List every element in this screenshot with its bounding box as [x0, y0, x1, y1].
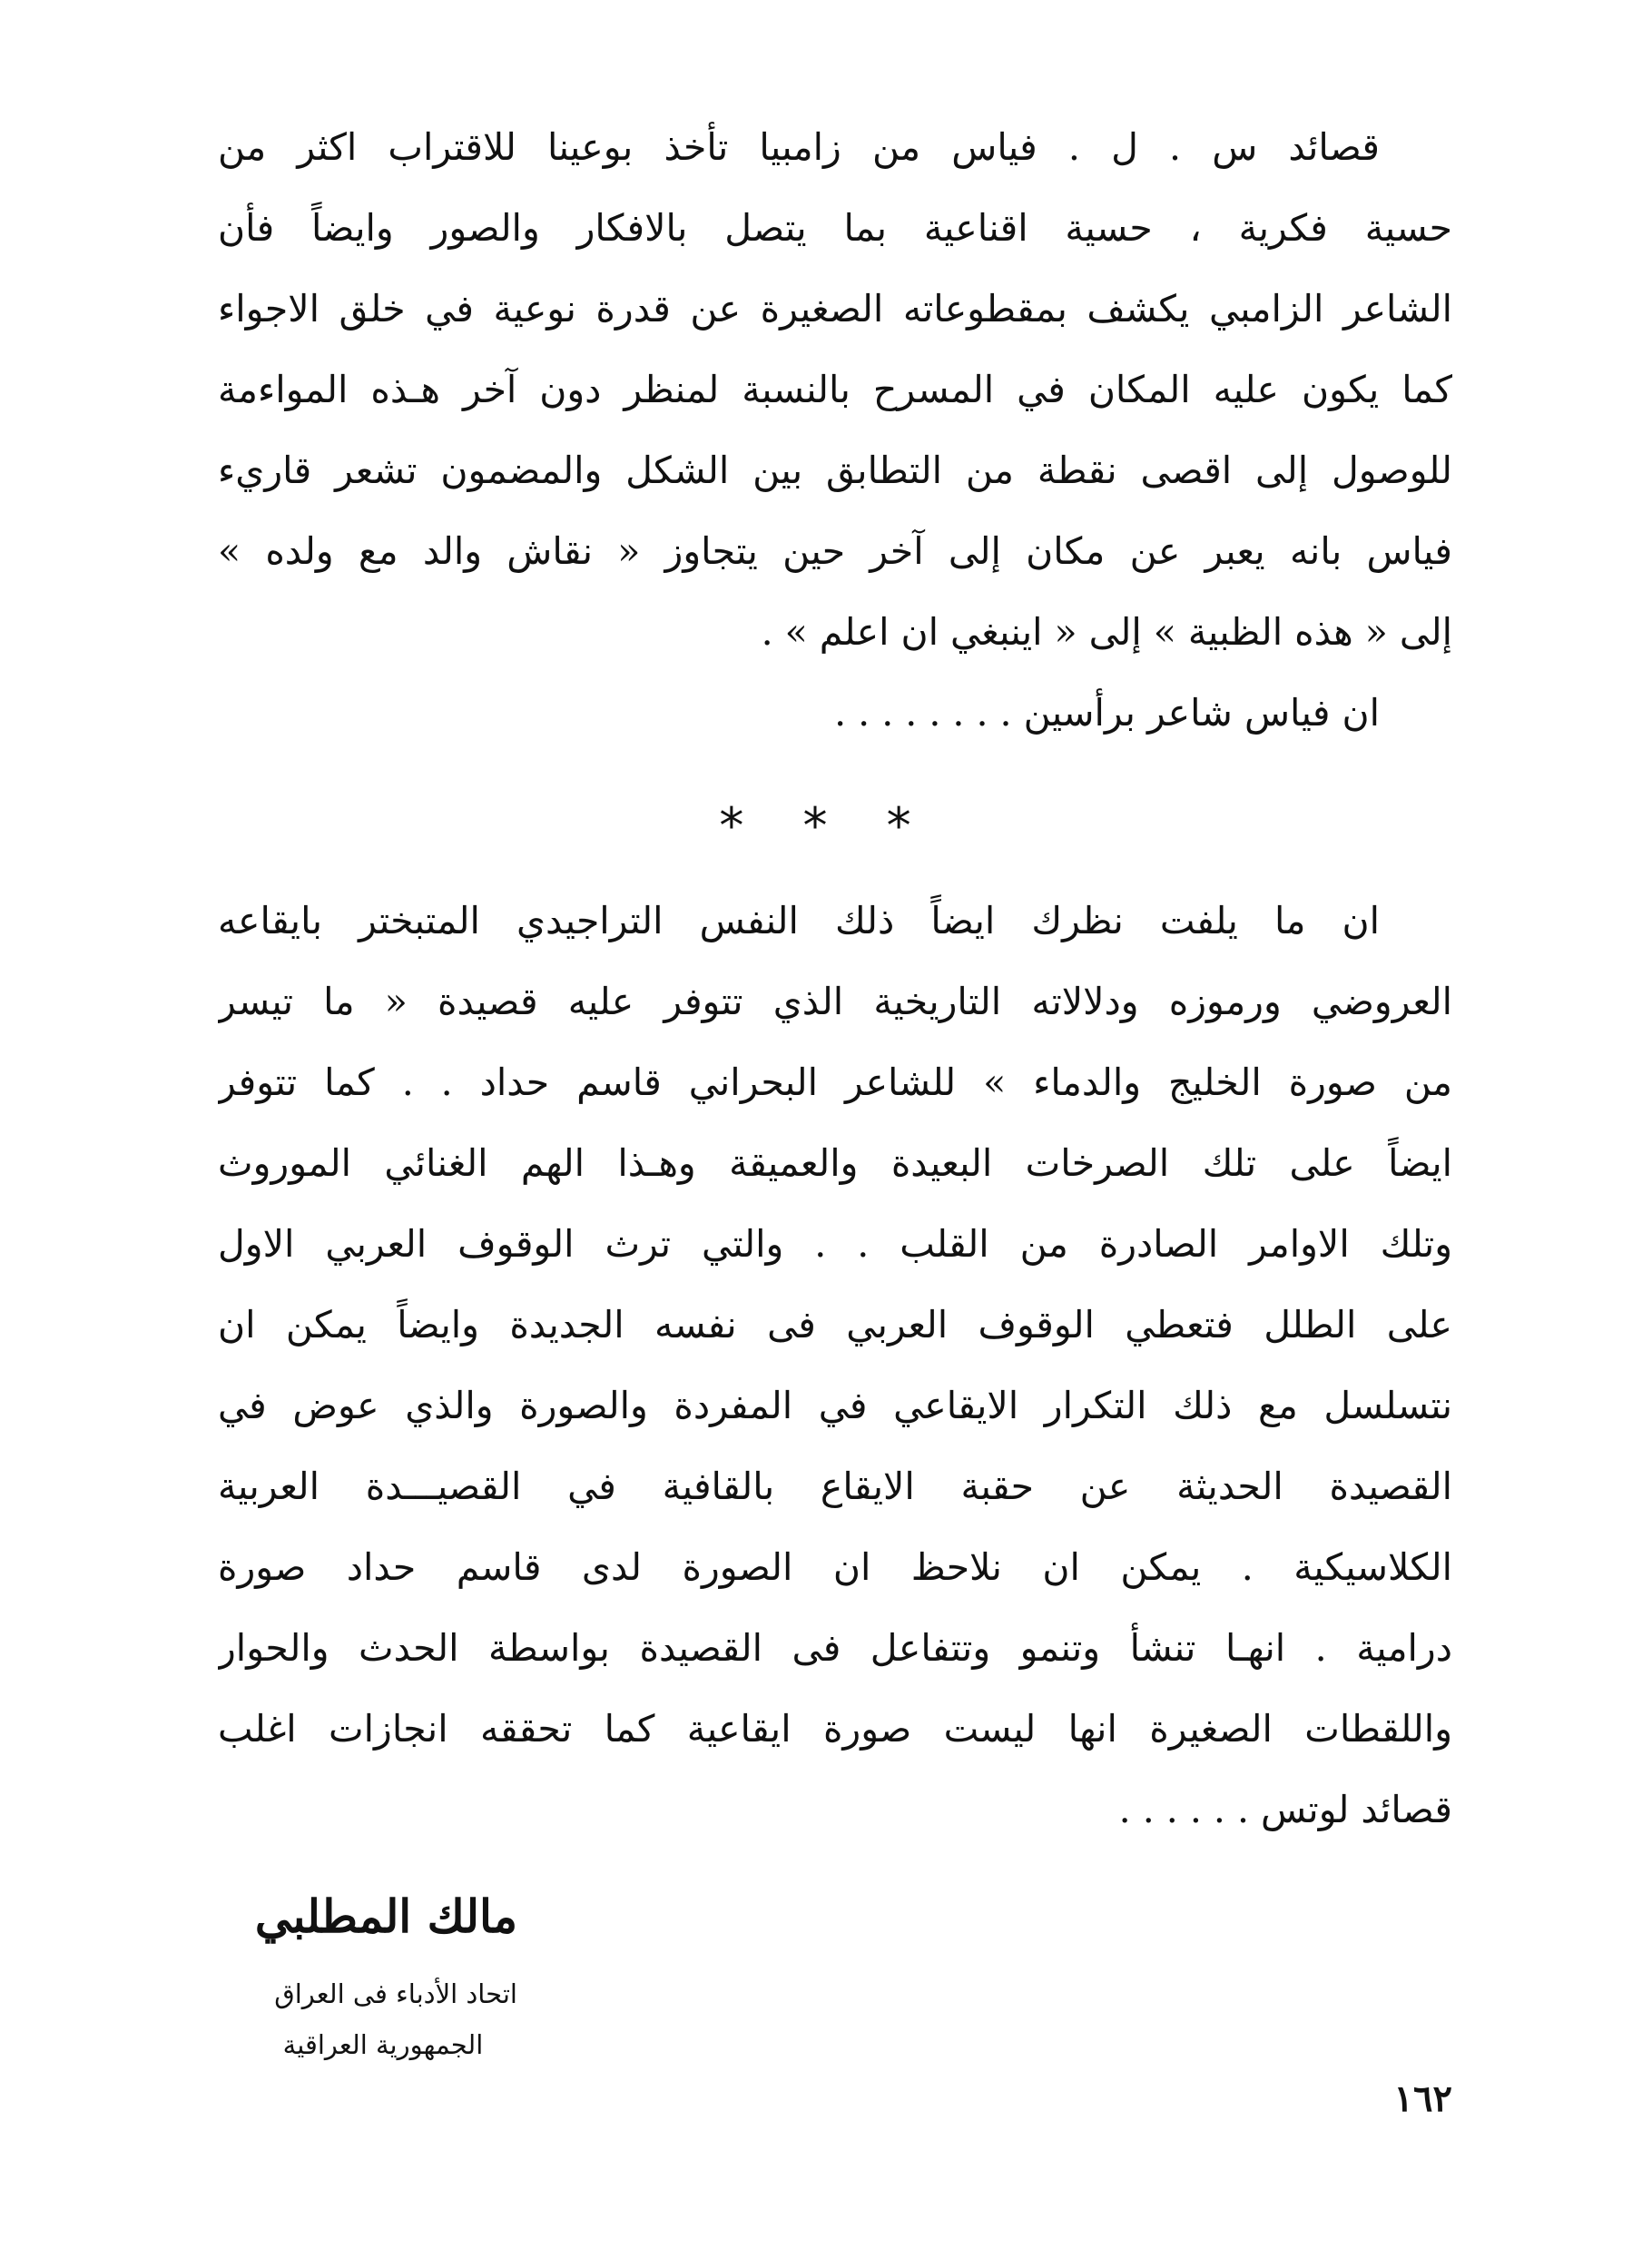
paragraph-line: على الطلل فتعطي الوقوف العربي فى نفسه الجديدة وايضاً يمكن ان [218, 1303, 1452, 1347]
paragraph-line: درامية . انهـا تنشأ وتنمو وتتفاعل فى القصيدة بواسطة الحدث والحوار [218, 1626, 1452, 1670]
paragraph-line: ايضاً على تلك الصرخات البعيدة والعميقة وهـذا الهم الغنائي الموروث [218, 1141, 1452, 1185]
section-separator: * * * [719, 797, 933, 854]
page-number: ١٦٢ [1393, 2077, 1452, 2120]
paragraph-line: العروضي ورموزه ودلالاته التاريخية الذي تتوفر عليه قصيدة « ما تيسر [218, 980, 1452, 1023]
paragraph-line: ان ما يلفت نظرك ايضاً ذلك النفس التراجيدي المتبختر بايقاعه [218, 899, 1380, 942]
paragraph-1 [218, 107, 1452, 754]
author-name: مالك المطلبي [254, 1889, 517, 1943]
paragraph-line: نتسلسل مع ذلك التكرار الايقاعي في المفردة والصورة والذي عوض في [218, 1384, 1452, 1427]
author-signature [227, 1885, 517, 2070]
paragraph-line: كما يكون عليه المكان في المسرح بالنسبة لمنظر دون آخر هـذه المواءمة [218, 368, 1452, 411]
paragraph-line: قصائد س . ل . فياس من زامبيا تأخذ بوعينا للاقتراب اكثر من [218, 125, 1380, 169]
paragraph-line: القصيدة الحديثة عن حقبة الايقاع بالقافية في القصيـــدة العربية [218, 1465, 1452, 1508]
paragraph-line: فياس بانه يعبر عن مكان إلى آخر حين يتجاوز « نقاش والد مع ولده » [218, 529, 1452, 573]
paragraph-line: الكلاسيكية . يمكن ان نلاحظ ان الصورة لدى قاسم حداد صورة [218, 1545, 1452, 1589]
paragraph-line: ان فياس شاعر برأسين . . . . . . . . [834, 691, 1380, 735]
paragraph-line: الشاعر الزامبي يكشف بمقطوعاته الصغيرة عن قدرة نوعية في خلق الاجواء [218, 287, 1452, 330]
paragraph-line: وتلك الاوامر الصادرة من القلب . . والتي ترث الوقوف العربي الاول [218, 1222, 1452, 1266]
paragraph-line: حسية فكرية ، حسية اقناعية بما يتصل بالافكار والصور وايضاً فأن [218, 206, 1452, 250]
paragraph-line: قصائد لوتس . . . . . . [1118, 1788, 1452, 1831]
author-affiliation: اتحاد الأدباء فى العراق [274, 1978, 517, 2009]
paragraph-line: إلى « هذه الظبية » إلى « اينبغي ان اعلم » . [761, 610, 1452, 654]
paragraph-line: للوصول إلى اقصى نقطة من التطابق بين الشكل والمضمون تشعر قاريء [218, 449, 1452, 492]
paragraph-line: من صورة الخليج والدماء » للشاعر البحراني قاسم حداد . . كما تتوفر [218, 1060, 1452, 1104]
author-country: الجمهورية العراقية [282, 2029, 484, 2060]
paragraph-2 [218, 881, 1452, 1850]
paragraph-line: واللقطات الصغيرة انها ليست صورة ايقاعية كما تحققه انجازات اغلب [218, 1707, 1452, 1751]
